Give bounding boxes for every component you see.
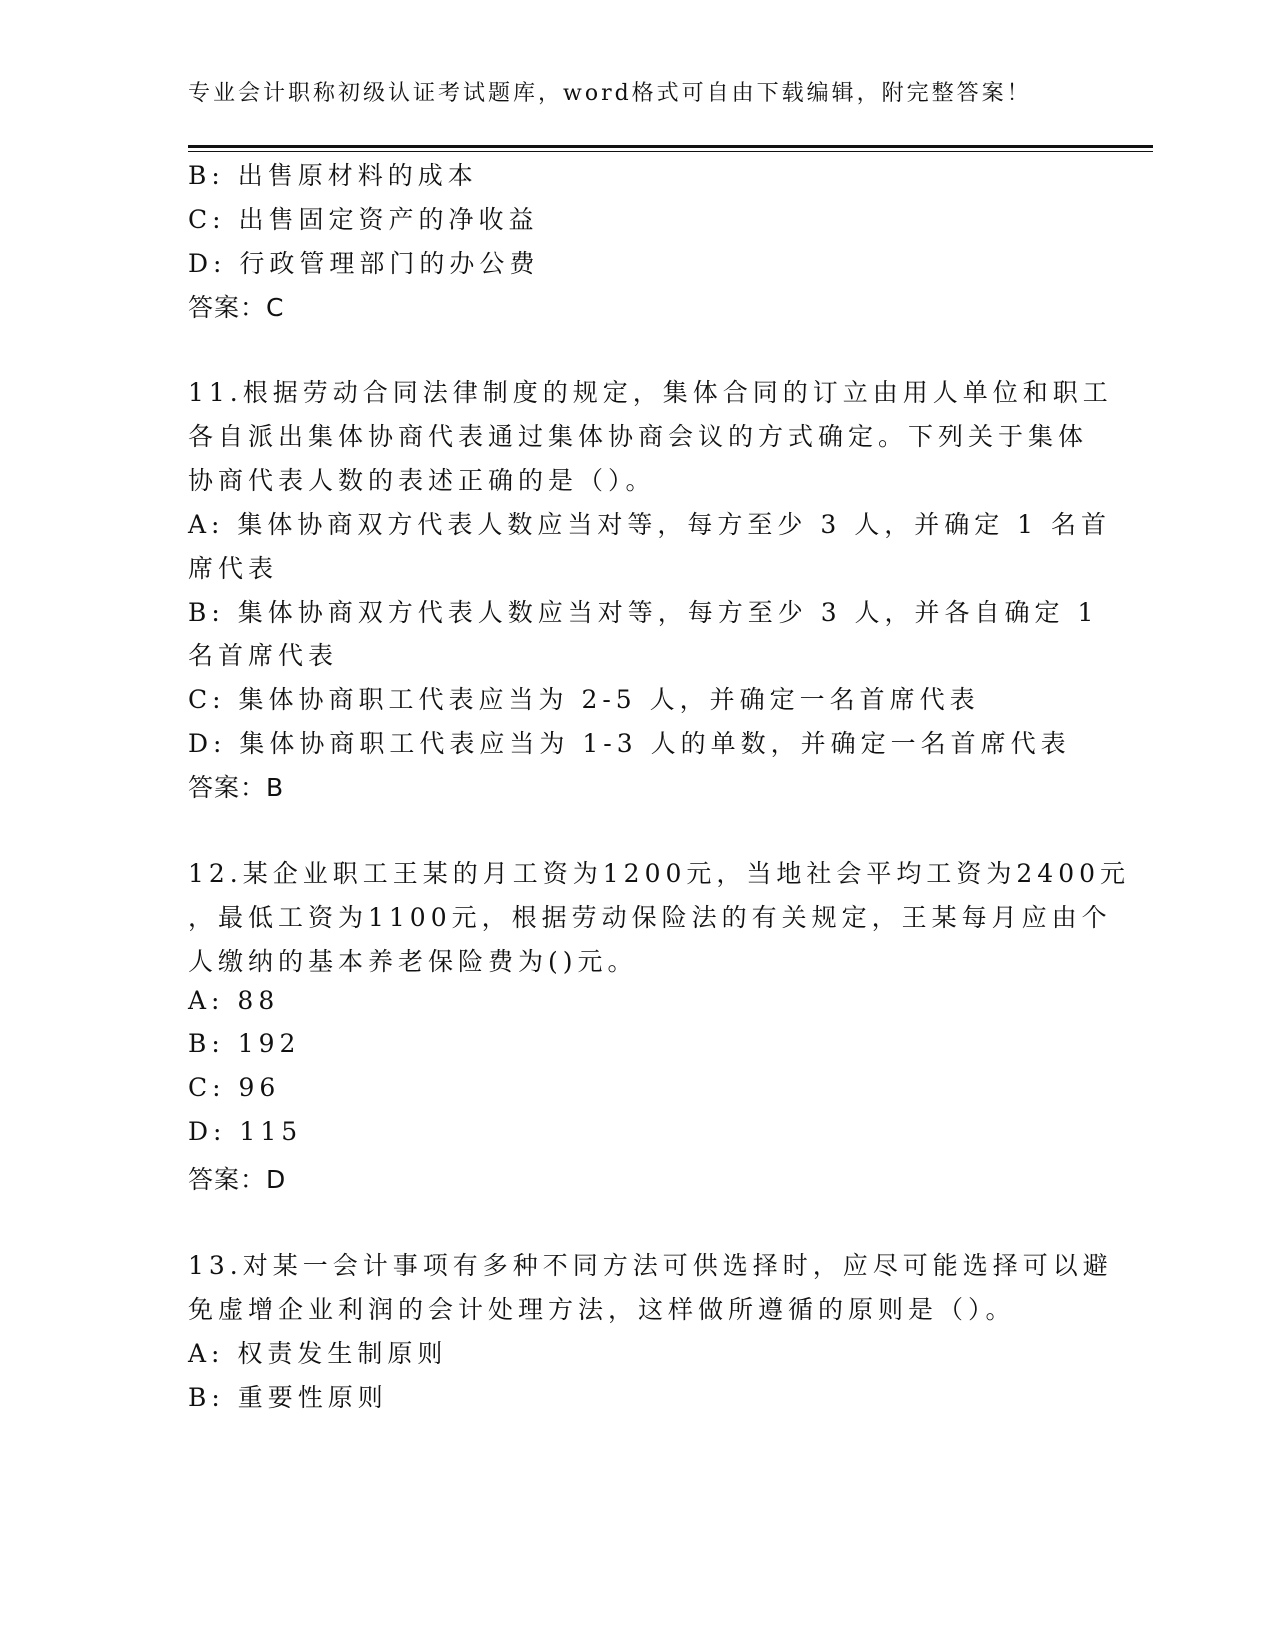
- q11-option-b: B: 集体协商双方代表人数应当对等，每方至少 3 人，并各自确定 1: [188, 598, 1099, 627]
- q11-option-a: A: 集体协商双方代表人数应当对等，每方至少 3 人，并确定 1 名首: [188, 510, 1112, 539]
- q11-stem-line: 各自派出集体协商代表通过集体协商会议的方式确定。下列关于集体: [188, 422, 1089, 451]
- q12-stem-line: 12.某企业职工王某的月工资为1200元，当地社会平均工资为2400元: [188, 859, 1131, 888]
- prev-answer: 答案：C: [188, 293, 285, 322]
- q12-option-d: D: 115: [188, 1117, 303, 1146]
- q11-option-c: C: 集体协商职工代表应当为 2-5 人，并确定一名首席代表: [188, 685, 980, 714]
- prev-option-b: B: 出售原材料的成本: [188, 161, 478, 190]
- q11-stem-line: 11.根据劳动合同法律制度的规定，集体合同的订立由用人单位和职工: [188, 378, 1113, 407]
- q11-stem-line: 协商代表人数的表述正确的是（）。: [188, 466, 656, 495]
- q11-answer: 答案：B: [188, 773, 285, 802]
- q12-option-c: C: 96: [188, 1073, 281, 1102]
- q11-option-d: D: 集体协商职工代表应当为 1-3 人的单数，并确定一名首席代表: [188, 729, 1071, 758]
- prev-option-c: C: 出售固定资产的净收益: [188, 205, 539, 234]
- q13-stem-line: 免虚增企业利润的会计处理方法，这样做所遵循的原则是（）。: [188, 1295, 1016, 1324]
- q13-option-b: B: 重要性原则: [188, 1383, 388, 1412]
- q11-option-a-cont: 席代表: [188, 554, 279, 583]
- q12-stem-line: ，最低工资为1100元，根据劳动保险法的有关规定，王某每月应由个: [188, 903, 1112, 932]
- q12-answer: 答案：D: [188, 1165, 287, 1194]
- q13-option-a: A: 权责发生制原则: [188, 1339, 448, 1368]
- q12-option-b: B: 192: [188, 1029, 301, 1058]
- header-rule-thick: [188, 145, 1153, 148]
- page-header: 专业会计职称初级认证考试题库，word格式可自由下载编辑，附完整答案！: [188, 81, 1032, 106]
- q12-stem-line: 人缴纳的基本养老保险费为()元。: [188, 947, 638, 976]
- q13-stem-line: 13.对某一会计事项有多种不同方法可供选择时，应尽可能选择可以避: [188, 1251, 1113, 1280]
- prev-option-d: D: 行政管理部门的办公费: [188, 249, 540, 278]
- header-rule-thin: [188, 151, 1153, 152]
- q11-option-b-cont: 名首席代表: [188, 641, 339, 670]
- q12-option-a: A: 88: [188, 986, 280, 1015]
